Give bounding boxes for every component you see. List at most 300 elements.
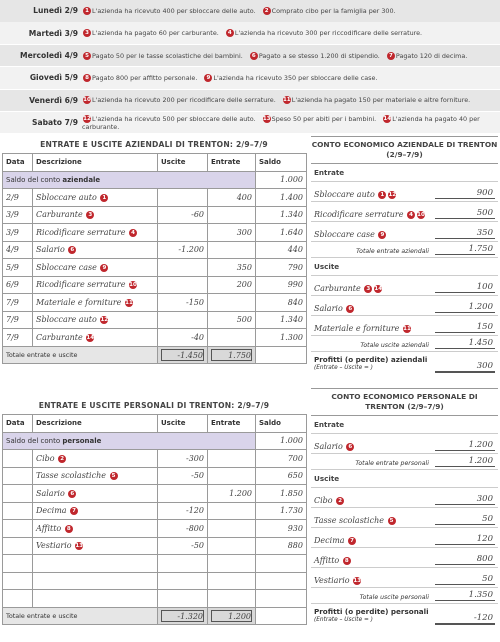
- statement-line-value: 50: [435, 574, 495, 585]
- statement-line: [311, 222, 498, 242]
- event-item: [82, 74, 197, 82]
- event-number-badge: 2: [336, 497, 344, 505]
- col-in: Entrate: [208, 154, 256, 172]
- total-in: 1.750: [211, 349, 252, 361]
- event-number-badge: 11: [403, 326, 411, 332]
- line-text: Salario: [314, 304, 343, 313]
- event-number-badge: 1: [83, 7, 91, 15]
- opening-account: personale: [62, 436, 102, 445]
- event-text: Speso 50 per abiti per i bambini.: [271, 114, 377, 123]
- statement-line: [311, 488, 498, 508]
- event-number-badge: 10: [83, 97, 91, 104]
- table-row: [3, 224, 307, 242]
- row-desc: [33, 502, 158, 520]
- day-row: [0, 67, 500, 89]
- business-ledger-header: [3, 154, 307, 172]
- personal-ledger-header: [3, 415, 307, 433]
- statement-line: [311, 548, 498, 568]
- day-name: Giovedì 5/9: [29, 73, 78, 83]
- row-desc: [33, 537, 158, 555]
- total-out-cell: [158, 346, 208, 364]
- row-date: 7/9: [3, 294, 33, 312]
- row-desc-text: Carburante: [36, 210, 83, 220]
- event-text: L'azienda ha ricevuto 500 per sbloccare delle auto.: [92, 114, 256, 123]
- event-item: [282, 96, 470, 104]
- opening-account: aziendale: [62, 175, 101, 184]
- event-number-badge: 12: [83, 115, 91, 122]
- empty-cell: [3, 590, 33, 608]
- table-row: [3, 276, 307, 294]
- profit-value: -120: [435, 613, 495, 625]
- row-bal: 1.400: [256, 189, 307, 207]
- row-date: 6/9: [3, 276, 33, 294]
- table-row: [3, 537, 307, 555]
- row-out: -40: [158, 329, 208, 347]
- event-number-badge: 5: [110, 472, 118, 480]
- table-row: [3, 329, 307, 347]
- statement-line-label: [314, 496, 435, 505]
- event-number-badge: 5: [83, 52, 91, 60]
- personal-ledger: [2, 398, 306, 625]
- row-in: [208, 467, 256, 485]
- income-total-row: [311, 242, 498, 258]
- event-number-badge: 4: [407, 211, 415, 219]
- event-text: L'azienda ha ricevuto 350 per sbloccare delle case.: [213, 73, 378, 82]
- row-in: 300: [208, 224, 256, 242]
- row-desc: [33, 189, 158, 207]
- row-in: [208, 206, 256, 224]
- table-row: [3, 189, 307, 207]
- line-text: Cibo: [314, 496, 333, 505]
- row-in: 400: [208, 189, 256, 207]
- event-item: [386, 52, 467, 60]
- event-item: [82, 7, 256, 15]
- row-in: [208, 329, 256, 347]
- row-desc: [33, 329, 158, 347]
- statement-line-label: [314, 210, 435, 219]
- empty-cell: [256, 590, 307, 608]
- total-in-cell: [208, 346, 256, 364]
- row-date: 5/9: [3, 259, 33, 277]
- row-in: [208, 450, 256, 468]
- profit-value: 300: [435, 361, 495, 373]
- statement-line: [311, 296, 498, 316]
- line-text: Materiale e forniture: [314, 324, 400, 333]
- col-in: Entrate: [208, 415, 256, 433]
- row-out: -800: [158, 520, 208, 538]
- statement-line-value: 50: [435, 514, 495, 525]
- row-desc: [33, 520, 158, 538]
- row-desc: [33, 206, 158, 224]
- event-text: L'azienda ha pagato 60 per carburante.: [92, 29, 219, 38]
- row-date: 4/9: [3, 241, 33, 259]
- profit-formula: (Entrate – Uscite = ): [314, 617, 373, 623]
- row-date: [3, 450, 33, 468]
- income-heading: Entrate: [311, 416, 498, 434]
- event-number-badge: 8: [343, 557, 351, 565]
- profit-label: [314, 355, 435, 373]
- event-text: Pagato a se stesso 1.200 di stipendio.: [258, 51, 380, 60]
- day-row: [0, 90, 500, 112]
- row-out: [158, 224, 208, 242]
- total-label: Totale entrate e uscite: [3, 607, 158, 625]
- statement-line-label: [314, 556, 435, 565]
- day-name: Mercoledì 4/9: [20, 51, 78, 61]
- total-row: [3, 607, 307, 625]
- opening-prefix: Saldo del conto: [6, 436, 63, 445]
- expense-heading: Uscite: [311, 258, 498, 276]
- statement-line-value: 1.200: [435, 440, 495, 451]
- col-bal: Saldo: [256, 154, 307, 172]
- day-events: [82, 7, 500, 15]
- row-desc-text: Materiale e forniture: [36, 297, 122, 307]
- profit-label: [314, 607, 435, 625]
- statement-line-value: 800: [435, 554, 495, 565]
- statement-line-value: 500: [435, 208, 495, 219]
- row-in: [208, 537, 256, 555]
- event-number-badge: 7: [348, 537, 356, 545]
- income-total-value: 1.200: [435, 456, 495, 467]
- row-in: [208, 502, 256, 520]
- event-item: [262, 115, 377, 123]
- event-text: Pagato 800 per affitto personale.: [92, 73, 198, 82]
- row-out: [158, 276, 208, 294]
- statement-title: CONTO ECONOMICO AZIENDALE DI TRENTON (2/9–7/9): [311, 136, 498, 164]
- statement-line: [311, 434, 498, 454]
- statement-title: CONTO ECONOMICO PERSONALE DI TRENTON (2/9–7/9): [311, 388, 498, 416]
- row-desc-text: Decima: [36, 506, 67, 516]
- line-text: Sbloccare auto: [314, 190, 375, 199]
- total-out-cell: [158, 607, 208, 625]
- event-item: [249, 52, 380, 60]
- empty-cell: [158, 590, 208, 608]
- expense-total-value: 1.350: [435, 590, 495, 601]
- empty-cell: [158, 572, 208, 590]
- row-desc: [33, 294, 158, 312]
- empty-cell: [33, 572, 158, 590]
- event-number-badge: 11: [282, 97, 291, 104]
- business-income-statement: [311, 136, 498, 376]
- row-desc: [33, 467, 158, 485]
- event-number-badge: 14: [86, 334, 95, 341]
- statement-line-value: 900: [435, 188, 495, 199]
- event-number-badge: 2: [58, 455, 66, 463]
- row-out: [158, 485, 208, 503]
- event-number-badge: 13: [75, 543, 83, 550]
- row-date: 3/9: [3, 224, 33, 242]
- statement-line: [311, 508, 498, 528]
- expense-total-value: 1.450: [435, 338, 495, 349]
- statement-line-value: 350: [435, 228, 495, 239]
- col-out: Uscite: [158, 154, 208, 172]
- personal-income-statement: [311, 388, 498, 628]
- statement-line: [311, 528, 498, 548]
- row-date: 3/9: [3, 206, 33, 224]
- row-bal: 790: [256, 259, 307, 277]
- line-text: Vestiario: [314, 576, 350, 585]
- row-out: -150: [158, 294, 208, 312]
- line-text: Sbloccare case: [314, 230, 375, 239]
- event-text: L'azienda ha pagato 150 per materiale e altre forniture.: [291, 96, 471, 105]
- day-row: [0, 22, 500, 44]
- row-bal: 1.640: [256, 224, 307, 242]
- income-total-value: 1.750: [435, 244, 495, 255]
- row-bal: 440: [256, 241, 307, 259]
- event-number-badge: 3: [86, 211, 94, 219]
- income-total-row: [311, 454, 498, 470]
- row-in: [208, 520, 256, 538]
- statement-line: [311, 202, 498, 222]
- statement-line: [311, 316, 498, 336]
- row-date: 2/9: [3, 189, 33, 207]
- row-desc-text: Sbloccare auto: [36, 315, 97, 325]
- empty-cell: [33, 555, 158, 573]
- statement-line-value: 120: [435, 534, 495, 545]
- row-desc-text: Carburante: [36, 332, 83, 342]
- row-out: -300: [158, 450, 208, 468]
- event-number-badge: 6: [68, 246, 76, 254]
- row-bal: 650: [256, 467, 307, 485]
- table-row: [3, 502, 307, 520]
- event-number-badge: 7: [70, 507, 78, 515]
- statement-line-label: [314, 304, 435, 313]
- empty-cell: [256, 555, 307, 573]
- col-desc: Descrizione: [33, 154, 158, 172]
- col-bal: Saldo: [256, 415, 307, 433]
- expense-total-row: [311, 588, 498, 604]
- row-bal: 840: [256, 294, 307, 312]
- table-row: [3, 450, 307, 468]
- statement-line-value: 1.200: [435, 302, 495, 313]
- statement-line: [311, 276, 498, 296]
- row-desc: [33, 485, 158, 503]
- line-text: Carburante: [314, 284, 361, 293]
- empty-cell: [208, 555, 256, 573]
- statement-line-label: [314, 442, 435, 451]
- opening-prefix: Saldo del conto: [6, 175, 63, 184]
- row-desc-text: Salario: [36, 488, 65, 498]
- event-number-badge: 10: [129, 282, 137, 289]
- statement-line-label: [314, 284, 435, 293]
- day-row: [0, 112, 500, 134]
- event-number-badge: 9: [204, 74, 212, 82]
- row-desc-text: Sbloccare case: [36, 262, 97, 272]
- day-row: [0, 45, 500, 67]
- statement-line-label: [314, 576, 435, 585]
- line-text: Affitto: [314, 556, 340, 565]
- event-item: [82, 115, 256, 123]
- row-date: 7/9: [3, 329, 33, 347]
- event-number-badge: 6: [346, 443, 354, 451]
- row-date: [3, 537, 33, 555]
- event-number-badge: 8: [83, 74, 91, 82]
- statement-line: [311, 182, 498, 202]
- event-number-badge: 13: [353, 578, 361, 584]
- row-desc: [33, 276, 158, 294]
- row-date: [3, 520, 33, 538]
- event-text: L'azienda ha pagato 40 per carburante.: [82, 114, 480, 131]
- personal-ledger-table: [2, 414, 307, 625]
- event-number-badge: 7: [387, 52, 395, 60]
- day-name: Lunedì 2/9: [33, 6, 78, 16]
- event-text: Pagato 120 di decima.: [395, 51, 468, 60]
- line-text: Ricodificare serrature: [314, 210, 404, 219]
- profit-formula: (Entrate – Uscite = ): [314, 365, 373, 371]
- row-desc-text: Tasse scolastiche: [36, 471, 106, 481]
- total-out: -1.320: [161, 610, 204, 622]
- profit-label-text: Profitti (o perdite) aziendali: [314, 355, 428, 364]
- opening-balance-value: 1.000: [256, 171, 307, 189]
- row-in: 1.200: [208, 485, 256, 503]
- statement-line: [311, 568, 498, 588]
- day-name: Venerdì 6/9: [29, 95, 78, 105]
- event-item: [82, 29, 219, 37]
- event-number-badge: 6: [346, 305, 354, 313]
- expense-total-row: [311, 336, 498, 352]
- expense-total-label: Totale uscite personali: [359, 594, 429, 601]
- table-row: [3, 311, 307, 329]
- event-text: L'azienda ha ricevuto 400 per sbloccare delle auto.: [92, 6, 256, 15]
- row-out: -50: [158, 537, 208, 555]
- row-out: [158, 259, 208, 277]
- row-out: -50: [158, 467, 208, 485]
- table-row: [3, 206, 307, 224]
- event-text: Pagato 50 per le tasse scolastiche dei bambini.: [92, 51, 243, 60]
- statement-line-value: 150: [435, 322, 495, 333]
- event-text: Comprato cibo per la famiglia per 300.: [271, 6, 396, 15]
- event-number-badge: 11: [125, 299, 133, 306]
- total-in: 1.200: [211, 610, 252, 622]
- row-desc: [33, 224, 158, 242]
- row-desc: [33, 241, 158, 259]
- profit-row: [311, 604, 498, 628]
- event-number-badge: 12: [100, 317, 109, 324]
- profit-row: [311, 352, 498, 376]
- row-in: 500: [208, 311, 256, 329]
- row-desc-text: Ricodificare serrature: [36, 280, 126, 290]
- row-bal: 990: [256, 276, 307, 294]
- row-date: [3, 485, 33, 503]
- line-text: Tasse scolastiche: [314, 516, 384, 525]
- empty-cell: [208, 590, 256, 608]
- event-number-badge: 9: [378, 231, 386, 239]
- table-row: [3, 294, 307, 312]
- event-number-badge: 6: [250, 52, 258, 60]
- event-number-badge: 13: [262, 115, 271, 122]
- day-events: [82, 96, 500, 104]
- col-out: Uscite: [158, 415, 208, 433]
- empty-cell: [158, 555, 208, 573]
- row-out: -120: [158, 502, 208, 520]
- row-desc-text: Affitto: [36, 523, 62, 533]
- event-text: L'azienda ha ricevuto 300 per riccodificare delle serrature.: [234, 29, 423, 38]
- event-number-badge: 6: [68, 490, 76, 498]
- empty-row: [3, 555, 307, 573]
- statement-line-label: [314, 190, 435, 199]
- event-item: [82, 52, 243, 60]
- empty-cell: [33, 590, 158, 608]
- event-number-badge: 14: [383, 115, 392, 122]
- income-total-label: Totale entrate personali: [355, 460, 429, 467]
- day-name: Sabato 7/9: [32, 118, 78, 128]
- event-number-badge: 5: [388, 517, 396, 525]
- row-bal: 1.300: [256, 329, 307, 347]
- opening-balance-label: [3, 171, 256, 189]
- statement-line-label: [314, 324, 435, 333]
- row-out: -60: [158, 206, 208, 224]
- empty-cell: [208, 572, 256, 590]
- total-in-cell: [208, 607, 256, 625]
- col-date: Data: [3, 154, 33, 172]
- event-item: [262, 7, 396, 15]
- total-bal-empty: [256, 346, 307, 364]
- row-date: [3, 467, 33, 485]
- row-out: [158, 311, 208, 329]
- income-heading: Entrate: [311, 164, 498, 182]
- row-desc-text: Ricodificare serrature: [36, 227, 126, 237]
- opening-balance-label: [3, 432, 256, 450]
- empty-row: [3, 590, 307, 608]
- opening-balance-value: 1.000: [256, 432, 307, 450]
- day-events: [82, 52, 500, 60]
- row-date: [3, 502, 33, 520]
- row-bal: 1.340: [256, 206, 307, 224]
- day-events: [82, 74, 500, 82]
- day-events: [82, 29, 500, 37]
- table-row: [3, 485, 307, 503]
- statement-line-label: [314, 516, 435, 525]
- personal-ledger-title: ENTRATE E USCITE PERSONALI DI TRENTON: 2/9–7/9: [38, 401, 270, 410]
- business-ledger-title: ENTRATE E USCITE AZIENDALI DI TRENTON: 2/9–7/9: [40, 140, 268, 149]
- row-out: -1.200: [158, 241, 208, 259]
- business-ledger: [2, 137, 306, 364]
- table-row: [3, 259, 307, 277]
- row-desc-text: Salario: [36, 245, 65, 255]
- event-number-badge: 1: [100, 194, 108, 202]
- row-bal: 1.850: [256, 485, 307, 503]
- daily-events: [0, 0, 500, 133]
- row-desc: [33, 450, 158, 468]
- row-bal: 1.730: [256, 502, 307, 520]
- row-out: [158, 189, 208, 207]
- expense-total-label: Totale uscite aziendali: [360, 342, 429, 349]
- row-bal: 880: [256, 537, 307, 555]
- statement-line-label: [314, 230, 435, 239]
- row-bal: 700: [256, 450, 307, 468]
- expense-heading: Uscite: [311, 470, 498, 488]
- business-ledger-table: [2, 153, 307, 364]
- table-row: [3, 467, 307, 485]
- row-desc: [33, 311, 158, 329]
- event-number-badge: 1: [378, 191, 386, 199]
- opening-balance-row: [3, 171, 307, 189]
- total-label: Totale entrate e uscite: [3, 346, 158, 364]
- event-number-badge: 3: [364, 285, 372, 293]
- event-number-badge: 4: [129, 229, 137, 237]
- row-desc: [33, 259, 158, 277]
- event-item: [82, 96, 276, 104]
- row-in: [208, 241, 256, 259]
- day-name: Martedì 3/9: [28, 28, 78, 38]
- line-text: Decima: [314, 536, 345, 545]
- event-item: [203, 74, 377, 82]
- row-desc-text: Cibo: [36, 453, 55, 463]
- opening-balance-row: [3, 432, 307, 450]
- line-text: Salario: [314, 442, 343, 451]
- row-bal: 1.340: [256, 311, 307, 329]
- total-bal-empty: [256, 607, 307, 625]
- income-total-label: Totale entrate aziendali: [356, 248, 429, 255]
